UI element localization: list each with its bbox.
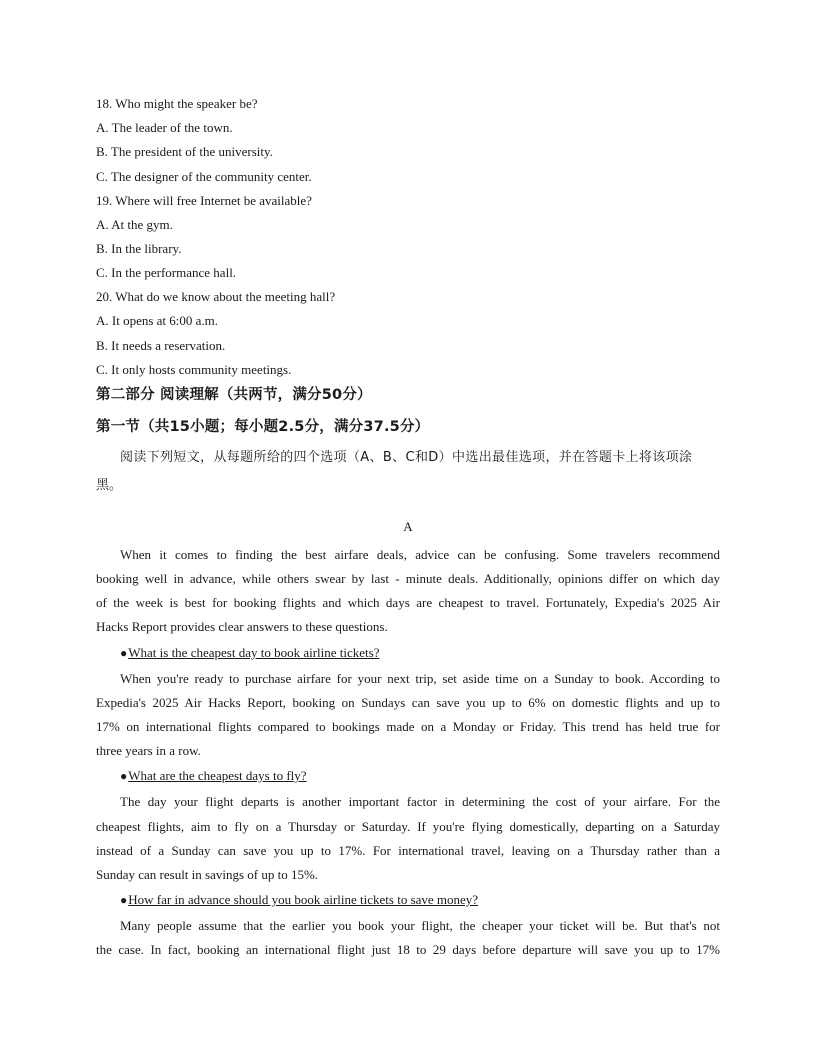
section-heading: 第一节（共15小题；每小题2.5分，满分37.5分）: [96, 419, 430, 435]
option-19a: A. At the gym.: [96, 217, 173, 232]
paragraph-4-line-1: Many people assume that the earlier you book your flight, the cheaper your ticket will be. But that's not: [120, 918, 720, 933]
paragraph-2-line-3: 17% on international flights compared to bookings made on a Monday or Friday. This trend has held true for: [96, 719, 720, 734]
option-20a: A. It opens at 6:00 a.m.: [96, 313, 219, 328]
paragraph-3-line-2: cheapest flights, aim to fly on a Thursday or Saturday. If you're flying domestically, departing on a Saturday: [96, 819, 720, 834]
paragraph-2-line-2: Expedia's 2025 Air Hacks Report, booking on Sundays can save you up to 6% on domestic flights and up to: [96, 695, 720, 710]
bullet-question-3-text: How far in advance should you book airline tickets to save money?: [128, 892, 479, 907]
paragraph-3-line-3: instead of a Sunday can save you up to 17%. For international travel, leaving on a Thursday rather than a: [96, 843, 720, 858]
option-18a: A. The leader of the town.: [96, 120, 233, 135]
paragraph-1-line-3: of the week is best for booking flights and which days are cheapest to travel. Fortunately, Expedia's 2025 Air: [96, 595, 720, 610]
option-18c: C. The designer of the community center.: [96, 169, 312, 184]
paragraph-4-line-2: the case. In fact, booking an international flight just 18 to 29 days before departure will save you up to 17%: [96, 942, 720, 957]
instruction-line-1: 阅读下列短文，从每题所给的四个选项（A、B、C和D）中选出最佳选项，并在答题卡上将该项涂: [120, 450, 693, 465]
instruction-line-2: 黑。: [96, 478, 123, 493]
bullet-icon: ●: [120, 893, 128, 907]
paragraph-2-line-4: three years in a row.: [96, 743, 201, 758]
option-18b: B. The president of the university.: [96, 144, 273, 159]
option-19b: B. In the library.: [96, 241, 182, 256]
passage-label: A: [403, 519, 413, 534]
option-20c: C. It only hosts community meetings.: [96, 362, 292, 377]
question-18: 18. Who might the speaker be?: [96, 96, 258, 111]
paragraph-1-line-4: Hacks Report provides clear answers to these questions.: [96, 619, 388, 634]
bullet-icon: ●: [120, 769, 128, 783]
bullet-question-2-text: What are the cheapest days to fly?: [128, 768, 307, 783]
paragraph-2-line-1: When you're ready to purchase airfare for your next trip, set aside time on a Sunday to book. According to: [120, 671, 720, 686]
paragraph-3-line-4: Sunday can result in savings of up to 15%.: [96, 867, 319, 882]
bullet-question-1: [120, 645, 380, 661]
paragraph-1-line-1: When it comes to finding the best airfare deals, advice can be confusing. Some travelers recommend: [120, 547, 720, 562]
option-19c: C. In the performance hall.: [96, 265, 237, 280]
bullet-icon: ●: [120, 646, 128, 660]
paragraph-3-line-1: The day your flight departs is another important factor in determining the cost of your airfare. For the: [120, 794, 720, 809]
question-20: 20. What do we know about the meeting hall?: [96, 289, 336, 304]
question-19: 19. Where will free Internet be available?: [96, 193, 312, 208]
bullet-question-2: [120, 768, 307, 784]
bullet-question-1-text: What is the cheapest day to book airline tickets?: [128, 645, 380, 660]
bullet-question-3: [120, 892, 478, 908]
paragraph-1-line-2: booking well in advance, while others swear by last - minute deals. Additionally, opinions differ on which day: [96, 571, 720, 586]
part-heading: 第二部分 阅读理解（共两节，满分50分）: [96, 387, 372, 403]
option-20b: B. It needs a reservation.: [96, 338, 226, 353]
